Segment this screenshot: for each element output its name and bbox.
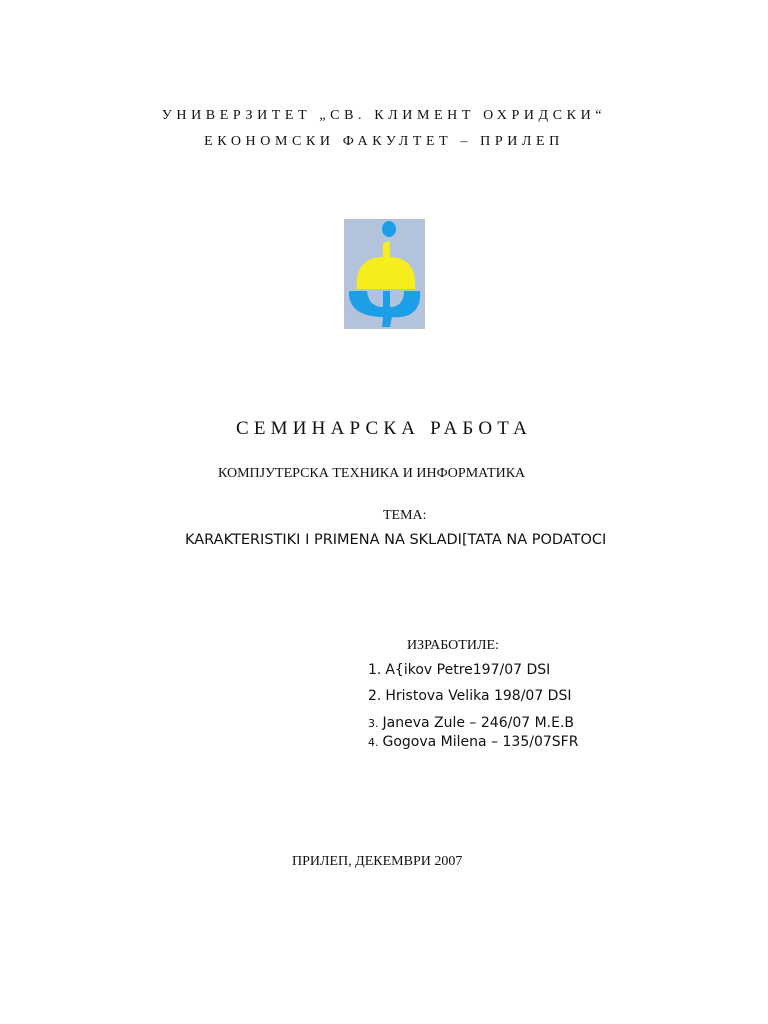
author-text: Hristova Velika 198/07 DSI [385,688,572,704]
document-type: СЕМИНАРСКА РАБОТА [235,418,533,439]
author-number: 2. [368,688,382,704]
topic-label: ТЕМА: [383,508,427,523]
topic-title: KARAKTERISTIKI I PRIMENA NA SKLADI[TATA NA PODATOCI [185,532,607,548]
author-item [368,662,550,678]
author-number: 3. [368,717,379,730]
author-item [368,715,574,731]
logo-blue-dot [382,221,396,237]
author-item [368,734,578,750]
faculty-logo-icon [344,219,425,329]
author-number: 4. [368,736,379,749]
subject-title: КОМПЈУТЕРСКА ТЕХНИКА И ИНФОРМАТИКА [218,466,526,481]
faculty-name: ЕКОНОМСКИ ФАКУЛТЕТ – ПРИЛЕП [204,134,564,149]
author-text: A{ikov Petre197/07 DSI [385,662,551,678]
author-number: 1. [368,662,382,678]
logo-yellow-stem [383,241,390,289]
author-text: Janeva Zule – 246/07 M.E.B [382,715,575,731]
place-date: ПРИЛЕП, ДЕКЕМВРИ 2007 [292,854,463,869]
university-name: УНИВЕРЗИТЕТ „СВ. КЛИМЕНТ ОХРИДСКИ“ [161,108,607,123]
author-text: Gogova Milena – 135/07SFR [382,734,579,750]
authors-label: ИЗРАБОТИЛЕ: [407,638,499,653]
author-item [368,688,571,704]
